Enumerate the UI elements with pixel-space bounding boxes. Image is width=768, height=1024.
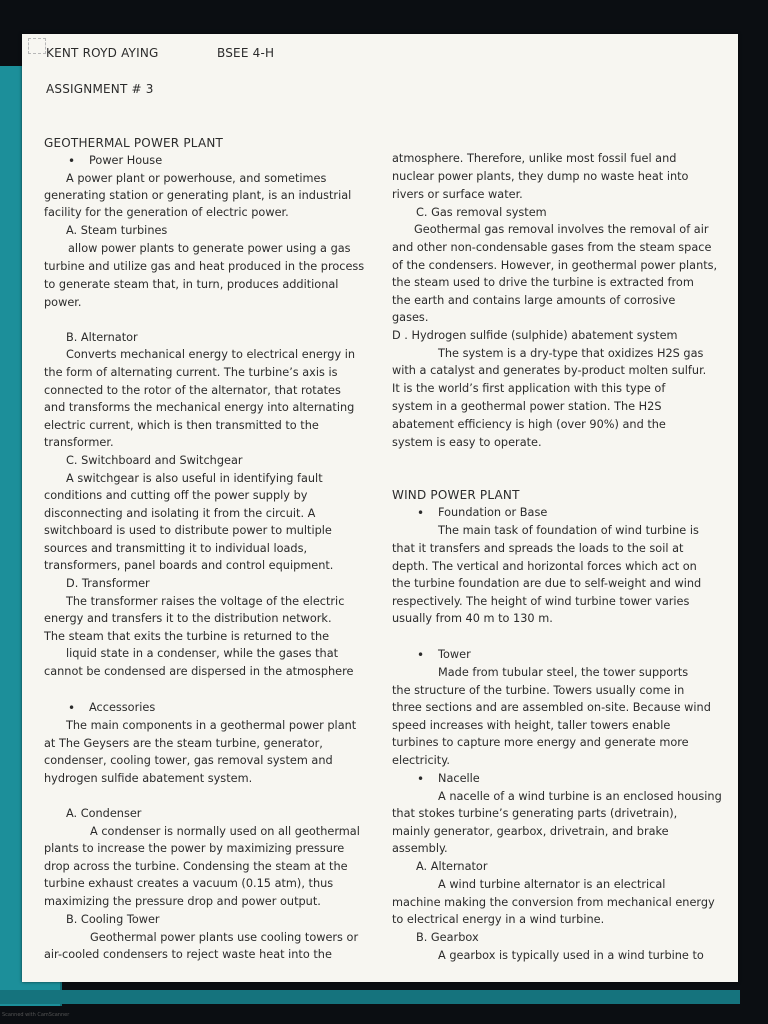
text-line: conditions and cutting off the power supply by xyxy=(44,489,308,502)
text-line: the steam used to drive the turbine is extracted from xyxy=(392,276,694,289)
text-line: machine making the conversion from mechanical energy xyxy=(392,896,715,909)
bullet-heading: • Foundation or Base xyxy=(438,506,547,520)
text-line: energy and transfers it to the distribution network. xyxy=(44,612,332,625)
text-line: the earth and contains large amounts of corrosive xyxy=(392,294,676,307)
text-line: gases. xyxy=(392,311,429,324)
subheading: C. Switchboard and Switchgear xyxy=(66,454,243,467)
text-line: A condenser is normally used on all geothermal xyxy=(90,825,360,838)
text-line: maximizing the pressure drop and power output. xyxy=(44,895,321,908)
text-line: Geothermal gas removal involves the removal of air xyxy=(414,223,709,236)
subheading: B. Cooling Tower xyxy=(66,913,160,926)
subheading: C. Gas removal system xyxy=(416,206,547,219)
text-line: transformers, panel boards and control equipment. xyxy=(44,559,334,572)
text-line: A power plant or powerhouse, and sometimes xyxy=(66,172,327,185)
subheading: D . Hydrogen sulfide (sulphide) abatement system xyxy=(392,329,678,342)
text-line: Converts mechanical energy to electrical energy in xyxy=(66,348,356,361)
text-line: plants to increase the power by maximizing pressure xyxy=(44,842,345,855)
text-line: hydrogen sulfide abatement system. xyxy=(44,772,253,785)
text-line: turbines to capture more energy and generate more xyxy=(392,736,689,749)
scanner-watermark: Scanned with CamScanner xyxy=(2,1012,70,1018)
student-section: BSEE 4-H xyxy=(217,46,275,60)
text-line: to generate steam that, in turn, produces additional xyxy=(44,278,339,291)
text-line: power. xyxy=(44,296,82,309)
bullet-heading: • Accessories xyxy=(89,701,155,715)
text-line: and transforms the mechanical energy into alternating xyxy=(44,401,355,414)
text-line: condenser, cooling tower, gas removal system and xyxy=(44,754,333,767)
subheading: A. Condenser xyxy=(66,807,142,820)
text-line: at The Geysers are the steam turbine, generator, xyxy=(44,737,323,750)
student-name: KENT ROYD AYING xyxy=(46,46,159,60)
folder-edge xyxy=(0,990,740,1004)
text-line: The main components in a geothermal power plant xyxy=(66,719,357,732)
text-line: and other non-condensable gases from the steam space xyxy=(392,241,712,254)
text-line: Geothermal power plants use cooling towers or xyxy=(90,931,359,944)
text-line: the structure of the turbine. Towers usually come in xyxy=(392,684,685,697)
text-line: The transformer raises the voltage of the electric xyxy=(66,595,345,608)
text-line: It is the world’s first application with this type of xyxy=(392,382,666,395)
text-line: allow power plants to generate power using a gas xyxy=(68,242,351,255)
text-line: with a catalyst and generates by-product molten sulfur. xyxy=(392,364,707,377)
text-line: electric current, which is then transmitted to the xyxy=(44,419,319,432)
staple-mark xyxy=(28,38,46,54)
text-line: the turbine foundation are due to self-weight and wind xyxy=(392,577,702,590)
text-line: that it transfers and spreads the loads to the soil at xyxy=(392,542,684,555)
subheading: A. Steam turbines xyxy=(66,224,168,237)
subheading: B. Gearbox xyxy=(416,931,479,944)
section-heading: GEOTHERMAL POWER PLANT xyxy=(44,136,224,150)
text-line: turbine and utilize gas and heat produced in the process xyxy=(44,260,365,273)
text-line: mainly generator, gearbox, drivetrain, and brake xyxy=(392,825,669,838)
text-line: of the condensers. However, in geothermal power plants, xyxy=(392,259,718,272)
text-line: electricity. xyxy=(392,754,450,767)
text-line: that stokes turbine’s generating parts (drivetrain), xyxy=(392,807,678,820)
bullet-heading: • Tower xyxy=(438,648,471,662)
text-line: Made from tubular steel, the tower supports xyxy=(438,666,689,679)
text-line: The system is a dry-type that oxidizes H2S gas xyxy=(438,347,704,360)
text-line: speed increases with height, taller towers enable xyxy=(392,719,671,732)
text-line: abatement efficiency is high (over 90%) and the xyxy=(392,418,666,431)
text-line: A wind turbine alternator is an electrical xyxy=(438,878,666,891)
text-line: turbine exhaust creates a vacuum (0.15 atm), thus xyxy=(44,877,334,890)
text-line: to electrical energy in a wind turbine. xyxy=(392,913,605,926)
text-line: The main task of foundation of wind turbine is xyxy=(438,524,699,537)
text-line: the form of alternating current. The turbine’s axis is xyxy=(44,366,338,379)
text-line: respectively. The height of wind turbine tower varies xyxy=(392,595,690,608)
text-line: system is easy to operate. xyxy=(392,436,542,449)
text-line: facility for the generation of electric power. xyxy=(44,206,289,219)
section-heading: WIND POWER PLANT xyxy=(392,488,520,502)
assignment-title: ASSIGNMENT # 3 xyxy=(46,82,154,96)
text-line: A nacelle of a wind turbine is an enclosed housing xyxy=(438,790,722,803)
text-line: drop across the turbine. Condensing the steam at the xyxy=(44,860,348,873)
text-line: connected to the rotor of the alternator, that rotates xyxy=(44,384,341,397)
text-line: system in a geothermal power station. The H2S xyxy=(392,400,662,413)
subheading: B. Alternator xyxy=(66,331,138,344)
text-line: transformer. xyxy=(44,436,114,449)
subheading: D. Transformer xyxy=(66,577,150,590)
text-line: A gearbox is typically used in a wind turbine to xyxy=(438,949,704,962)
bullet-heading: • Nacelle xyxy=(438,772,480,786)
text-line: three sections and are assembled on-site. Because wind xyxy=(392,701,711,714)
bullet-heading: • Power House xyxy=(89,154,162,168)
text-line: The steam that exits the turbine is returned to the xyxy=(44,630,330,643)
subheading: A. Alternator xyxy=(416,860,488,873)
text-line: assembly. xyxy=(392,842,448,855)
text-line: air-cooled condensers to reject waste heat into the xyxy=(44,948,332,961)
text-line: sources and transmitting it to individual loads, xyxy=(44,542,308,555)
text-line: liquid state in a condenser, while the gases that xyxy=(66,647,339,660)
text-line: disconnecting and isolating it from the circuit. A xyxy=(44,507,316,520)
text-line: generating station or generating plant, is an industrial xyxy=(44,189,352,202)
text-line: nuclear power plants, they dump no waste heat into xyxy=(392,170,689,183)
text-line: rivers or surface water. xyxy=(392,188,523,201)
text-line: switchboard is used to distribute power to multiple xyxy=(44,524,332,537)
text-line: atmosphere. Therefore, unlike most fossil fuel and xyxy=(392,152,677,165)
text-line: depth. The vertical and horizontal forces which act on xyxy=(392,560,697,573)
text-line: A switchgear is also useful in identifying fault xyxy=(66,472,323,485)
document-page xyxy=(22,34,738,982)
text-line: cannot be condensed are dispersed in the atmosphere xyxy=(44,665,354,678)
text-line: usually from 40 m to 130 m. xyxy=(392,612,553,625)
